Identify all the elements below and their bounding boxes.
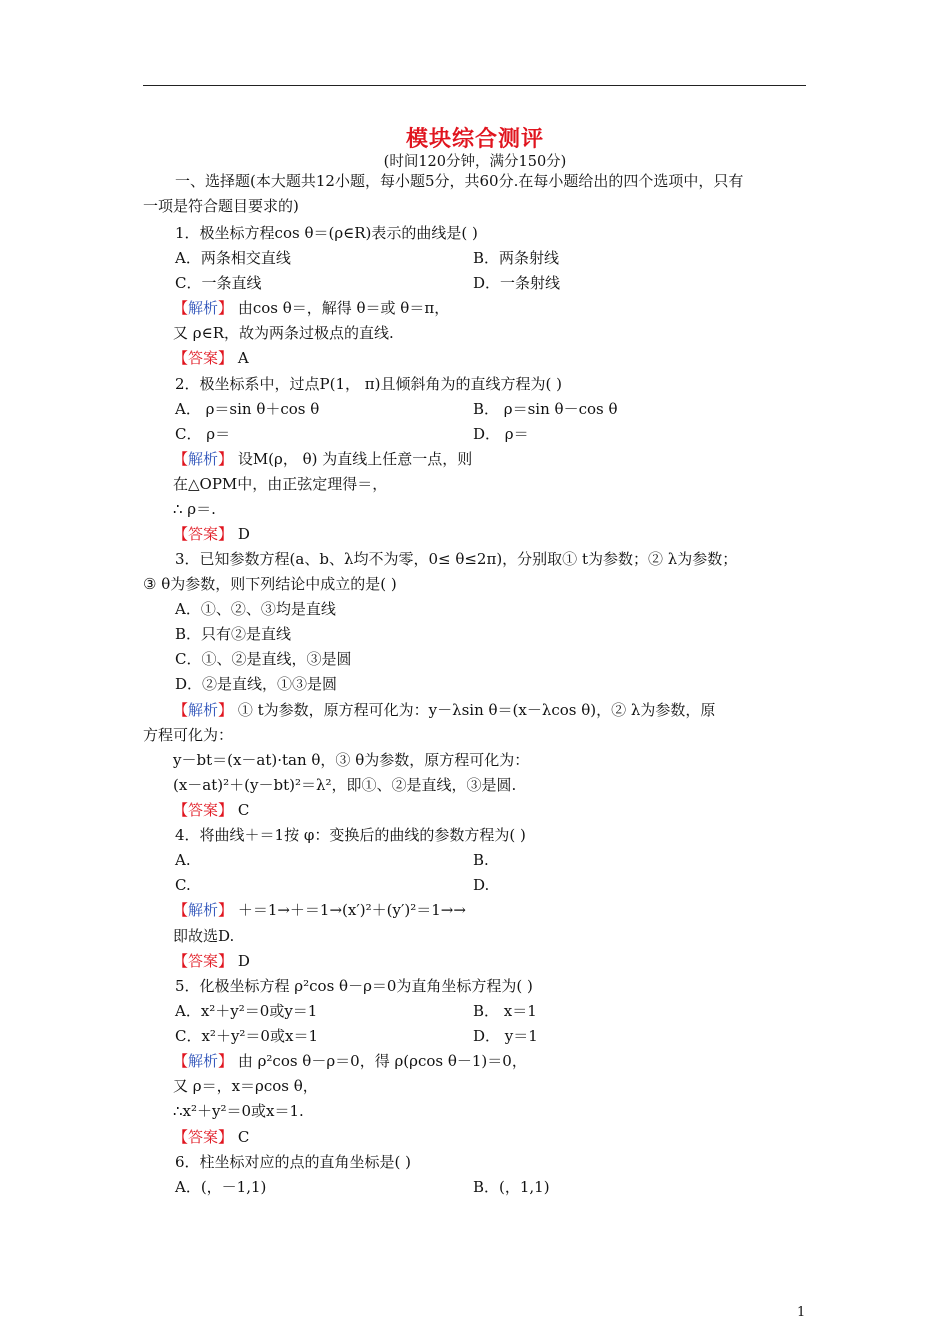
q1-analysis: 【解析】 由cos θ＝，解得 θ＝或 θ＝π， [173, 299, 450, 317]
q2-analysis-cont: 在△OPM中，由正弦定理得＝， [173, 475, 388, 493]
section-heading-cont: 一项是符合题目要求的) [143, 197, 299, 215]
q3-option-b: B．只有②是直线 [175, 625, 292, 643]
q4-option-c: C. [175, 876, 191, 894]
q1-stem: 1．极坐标方程cos θ＝(ρ∈R)表示的曲线是( ) [175, 224, 478, 242]
q2-option-b: B． ρ＝sin θ－cos θ [473, 400, 618, 418]
q4-option-b: B. [473, 851, 489, 869]
q4-option-a: A. [175, 851, 191, 869]
q2-analysis: 【解析】 设M(ρ， θ) 为直线上任意一点，则 [173, 450, 473, 468]
q5-analysis: 【解析】 由 ρ²cos θ－ρ＝0，得 ρ(ρcos θ－1)＝0， [173, 1052, 527, 1070]
q5-option-a: A．x²＋y²＝0或y＝1 [175, 1002, 318, 1020]
q2-analysis-cont2: ∴ ρ＝. [173, 500, 216, 518]
q3-analysis: 【解析】 ① t为参数，原方程可化为：y－λsin θ＝(x－λcos θ)，② λ为参数，原 [173, 701, 716, 719]
q3-analysis-cont2: y－bt＝(x－at)·tan θ，③ θ为参数，原方程可化为： [173, 751, 530, 769]
q6-stem: 6．柱坐标对应的点的直角坐标是( ) [175, 1153, 412, 1171]
q3-option-c: C．①、②是直线，③是圆 [175, 650, 352, 668]
q4-analysis: 【解析】 ＋＝1→＋＝1→(x′)²＋(y′)²＝1→→ [173, 901, 466, 919]
q4-stem: 4．将曲线＋＝1按 φ：变换后的曲线的参数方程为( ) [175, 826, 526, 844]
q5-option-d: D． y＝1 [473, 1027, 538, 1045]
q3-answer: 【答案】 C [173, 801, 250, 819]
q4-answer: 【答案】 D [173, 952, 250, 970]
q5-option-b: B． x＝1 [473, 1002, 537, 1020]
q6-option-b: B．(，1,1) [473, 1178, 550, 1196]
q2-stem: 2．极坐标系中，过点P(1， π)且倾斜角为的直线方程为( ) [175, 375, 562, 393]
q2-option-a: A． ρ＝sin θ＋cos θ [175, 400, 320, 418]
q6-option-a: A．(，－1,1) [175, 1178, 267, 1196]
q3-option-d: D．②是直线，①③是圆 [175, 675, 338, 693]
q5-analysis-cont2: ∴x²＋y²＝0或x＝1. [173, 1102, 304, 1120]
q2-option-c: C． ρ＝ [175, 425, 231, 443]
q1-analysis-cont: 又 ρ∈R，故为两条过极点的直线. [173, 324, 394, 342]
q4-analysis-cont: 即故选D. [173, 927, 235, 945]
q1-answer: 【答案】 A [173, 349, 249, 367]
q2-answer: 【答案】 D [173, 525, 250, 543]
q5-stem: 5．化极坐标方程 ρ²cos θ－ρ＝0为直角坐标方程为( ) [175, 977, 533, 995]
q1-option-c: C．一条直线 [175, 274, 262, 292]
q2-option-d: D． ρ＝ [473, 425, 529, 443]
page-subtitle: (时间120分钟，满分150分) [383, 154, 567, 170]
q5-answer: 【答案】 C [173, 1128, 250, 1146]
q1-option-a: A．两条相交直线 [175, 249, 291, 267]
q1-option-d: D．一条射线 [473, 274, 561, 292]
q4-option-d: D. [473, 876, 490, 894]
page-title: 模块综合测评 [405, 126, 544, 152]
q3-stem: 3．已知参数方程(a、b、λ均不为零，0≤ θ≤2π)，分别取① t为参数；② λ为参数； [175, 550, 738, 568]
q3-option-a: A．①、②、③均是直线 [175, 600, 336, 618]
section-heading: 一、选择题(本大题共12小题，每小题5分，共60分.在每小题给出的四个选项中，只有 [175, 172, 744, 190]
q5-option-c: C．x²＋y²＝0或x＝1 [175, 1027, 318, 1045]
page-number: 1 [797, 1305, 806, 1320]
q3-analysis-cont3: (x－at)²＋(y－bt)²＝λ²，即①、②是直线，③是圆. [173, 776, 517, 794]
q1-option-b: B．两条射线 [473, 249, 560, 267]
q3-stem-cont: ③ θ为参数，则下列结论中成立的是( ) [143, 575, 397, 593]
q5-analysis-cont: 又 ρ＝，x＝ρcos θ， [173, 1077, 318, 1095]
header-rule [143, 85, 806, 86]
q3-analysis-cont: 方程可化为： [143, 726, 234, 744]
